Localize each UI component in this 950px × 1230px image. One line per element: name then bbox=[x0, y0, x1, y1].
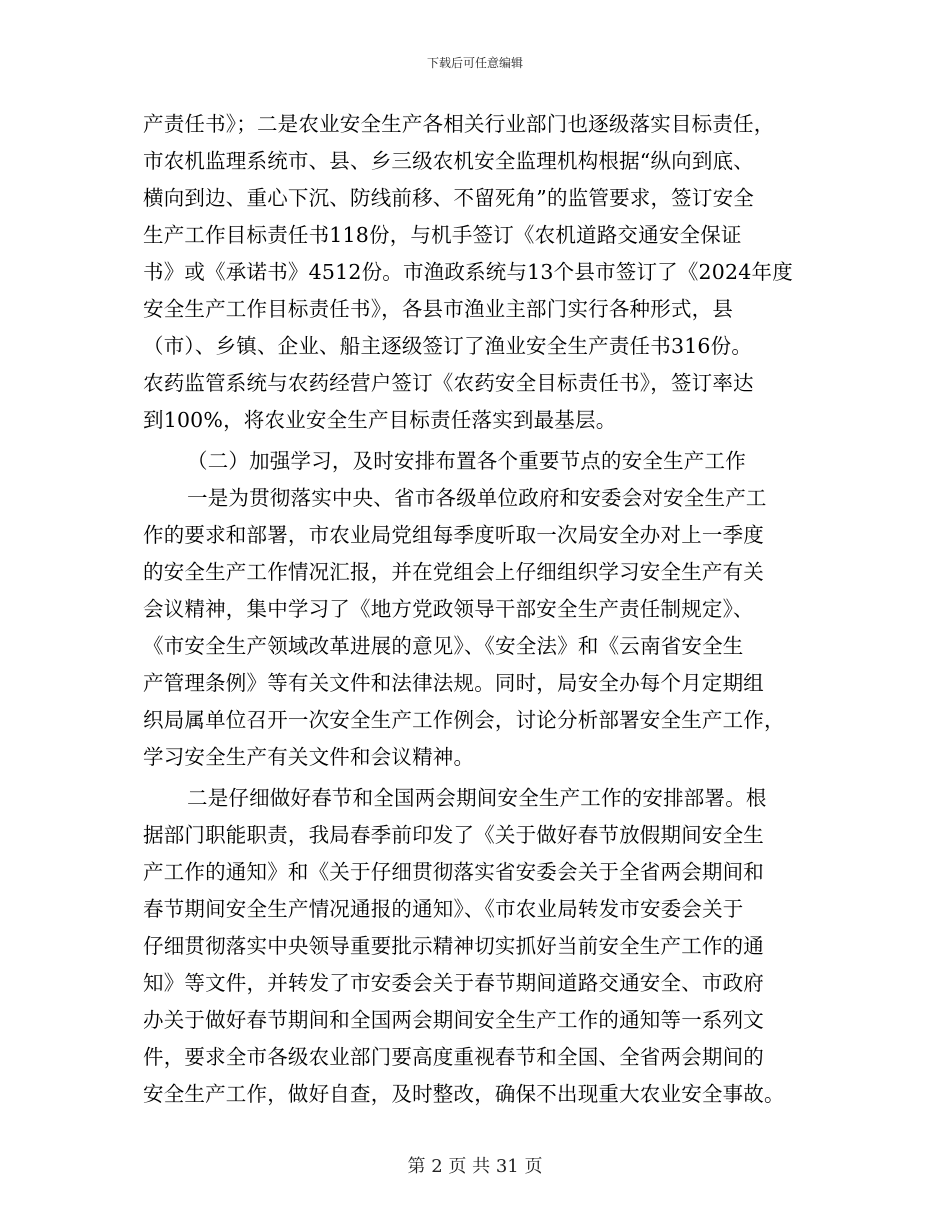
text-line: 会议精神，集中学习了《地方党政领导干部安全生产责任制规定》、 bbox=[143, 597, 754, 621]
text-line: 知》等文件，并转发了市安委会关于春节期间道路交通安全、市政府 bbox=[143, 971, 764, 995]
text-line: 件，要求全市各级农业部门要高度重视春节和全国、全省两会期间的 bbox=[143, 1045, 764, 1069]
text-line: （市）、乡镇、企业、船主逐级签订了渔业安全生产责任书316份。 bbox=[143, 334, 753, 358]
text-line: 办关于做好春节期间和全国两会期间安全生产工作的通知等一系列文 bbox=[143, 1008, 764, 1032]
text-line: 农药监管系统与农药经营户签订《农药安全目标责任书》，签订率达 bbox=[143, 371, 754, 395]
page-number-footer: 第 2 页 共 31 页 bbox=[407, 1156, 543, 1177]
text-line: 市农机监理系统市、县、乡三级农机安全监理机构根据“纵向到底、 bbox=[143, 149, 754, 173]
document-body bbox=[143, 106, 815, 1113]
text-line: 仔细贯彻落实中央领导重要批示精神切实抓好当前安全生产工作的通 bbox=[143, 934, 764, 958]
text-line: 织局属单位召开一次安全生产工作例会，讨论分析部署安全生产工作， bbox=[143, 708, 785, 732]
text-line: 安全生产工作目标责任书》，各县市渔业主部门实行各种形式，县 bbox=[143, 297, 734, 321]
text-line: （二）加强学习，及时安排布置各个重要节点的安全生产工作 bbox=[187, 449, 746, 473]
text-line: 一是为贯彻落实中央、省市各级单位政府和安委会对安全生产工 bbox=[187, 486, 767, 510]
text-line: 安全生产工作，做好自查，及时整改，确保不出现重大农业安全事故。 bbox=[143, 1082, 785, 1106]
text-line: 春节期间安全生产情况通报的通知》、《市农业局转发市安委会关于 bbox=[143, 897, 744, 921]
text-line: 学习安全生产有关文件和会议精神。 bbox=[143, 745, 475, 769]
text-line: 二是仔细做好春节和全国两会期间安全生产工作的安排部署。根 bbox=[187, 786, 767, 810]
text-line: 产管理条例》等有关文件和法律法规。同时，局安全办每个月定期组 bbox=[143, 671, 764, 695]
text-line: 生产工作目标责任书118份，与机手签订《农机道路交通安全保证 bbox=[143, 223, 742, 247]
text-line: 作的要求和部署，市农业局党组每季度听取一次局安全办对上一季度 bbox=[143, 523, 764, 547]
text-line: 据部门职能职责，我局春季前印发了《关于做好春节放假期间安全生 bbox=[143, 823, 764, 847]
text-line: 产工作的通知》和《关于仔细贯彻落实省安委会关于全省两会期间和 bbox=[143, 860, 764, 884]
text-line: 横向到边、重心下沉、防线前移、不留死角”的监管要求，签订安全 bbox=[143, 186, 754, 210]
text-line: 《市安全生产领域改革进展的意见》、《安全法》和《云南省安全生 bbox=[143, 634, 744, 658]
text-line: 书》或《承诺书》4512份。市渔政系统与13个县市签订了《2024年度 bbox=[143, 260, 793, 284]
text-line: 产责任书》；二是农业安全生产各相关行业部门也逐级落实目标责任， bbox=[143, 112, 775, 136]
text-line: 的安全生产工作情况汇报，并在党组会上仔细组织学习安全生产有关 bbox=[143, 560, 764, 584]
text-line: 到100%，将农业安全生产目标责任落实到最基层。 bbox=[143, 408, 617, 432]
page-header-note: 下载后可任意编辑 bbox=[426, 56, 523, 70]
